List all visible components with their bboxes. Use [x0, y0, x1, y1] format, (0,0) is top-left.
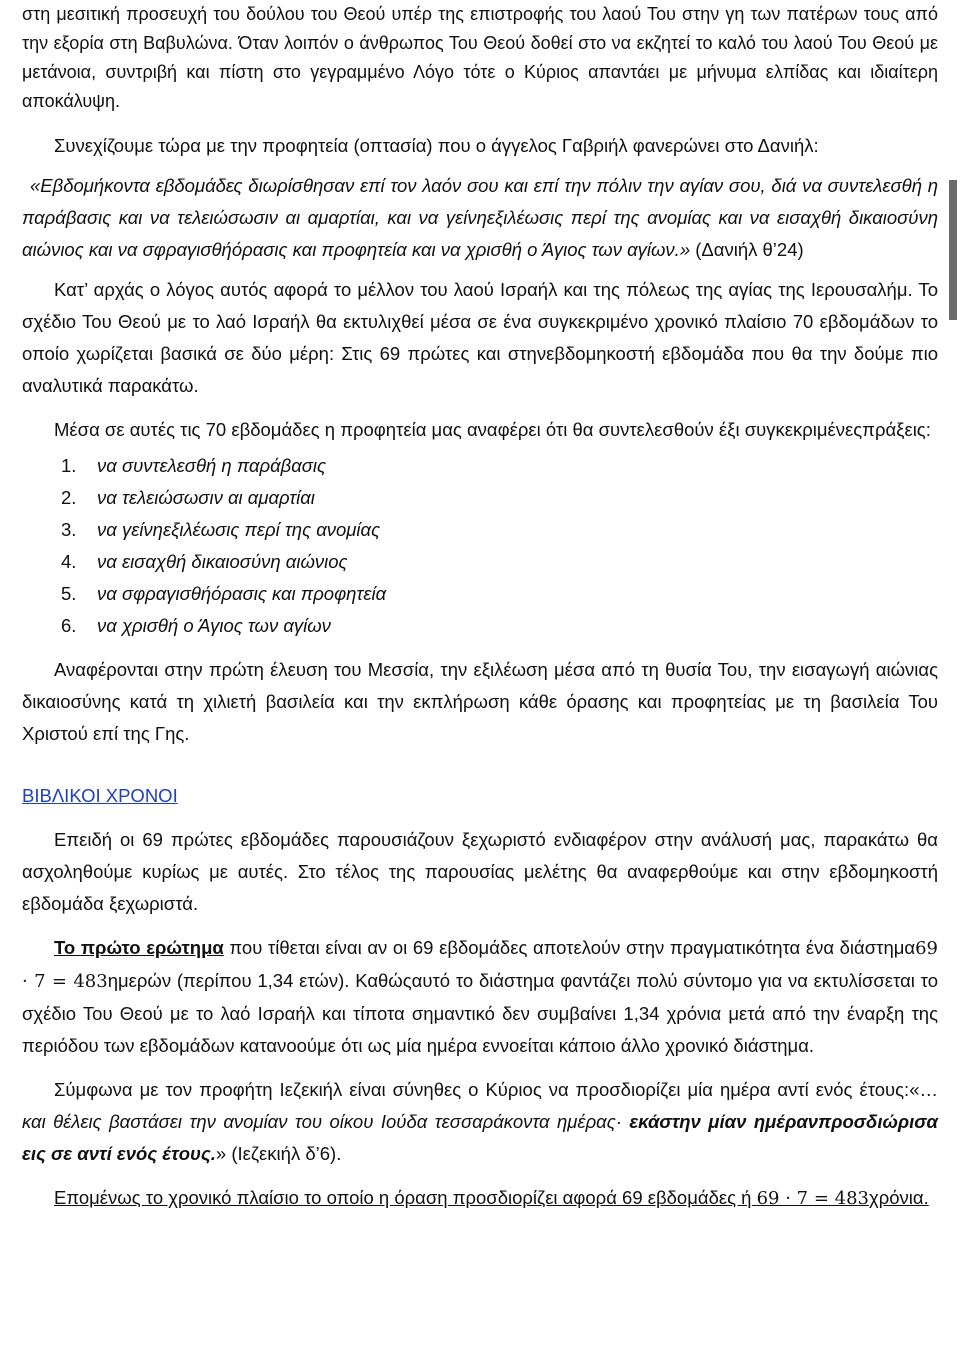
list-item: 2. να τελειώσωσιν αι αμαρτίαι	[61, 487, 315, 508]
first-question-lead: Το πρώτο ερώτημα	[54, 937, 224, 958]
first-69-paragraph: Επειδή οι 69 πρώτες εβδομάδες παρουσιάζουν ξεχωριστό ενδιαφέρον στην ανάλυσή μας, παρακάτω θα ασχοληθούμε κυρίως με αυτές. Στο τέλος της παρουσίας μελέτης θα αναφερθούμε και στην εβδομηκοστή εβδομάδα ξεχωριστά.	[22, 829, 938, 914]
list-item: 1. να συντελεσθή η παράβασις	[61, 455, 327, 476]
list-item: 5. να σφραγισθήόρασις και προφητεία	[61, 583, 387, 604]
quote-text: «Εβδομήκοντα εβδομάδες διωρίσθησαν επί τον λαόν σου και επί την πόλιν την αγίαν σου, διά να συντελεσθή η παράβασις και να τελειώσωσιν αι αμαρτίαι, και να γείνηεξιλέωσις περί της ανομίας και να εισαχθή δικαιοσύνη αιώνιος και να σφραγισθήόρασις και προφητεία και να χρισθή ο Άγιος των αγίων.»	[22, 175, 938, 260]
list-item: 6. να χρισθή ο Άγιος των αγίων	[61, 615, 331, 636]
six-acts-list	[22, 450, 938, 642]
list-item: 3. να γείνηεξιλέωσις περί της ανομίας	[61, 519, 381, 540]
conclusion-paragraph: Επομένως το χρονικό πλαίσιο το οποίο η όραση προσδιορίζει αφορά 69 εβδομάδες ή 69 · 7 = 483χρόνια.	[54, 1187, 929, 1209]
six-acts-paragraph: Μέσα σε αυτές τις 70 εβδομάδες η προφητεία μας αναφέρει ότι θα συντελεσθούν έξι συγκεκριμένεςπράξεις:	[54, 419, 931, 440]
ezekiel-paragraph: Σύμφωνα με τον προφήτη Ιεζεκιήλ είναι σύνηθες ο Κύριος να προσδιορίζει μία ημέρα αντί ενός έτους:«… και θέλεις βαστάσει την ανομίαν του οίκου Ιούδα τεσσαράκοντα ημέρας· εκάστην μίαν ημέρανπροσδιώρισα εις σε αντί ενός έτους.» (Ιεζεκιήλ δ’6).	[22, 1079, 938, 1164]
list-item: 4. να εισαχθή δικαιοσύνη αιώνιος	[61, 551, 348, 572]
math-expression: 69 · 7 = 483	[756, 1188, 870, 1209]
math-expression: 69 · 7 = 483	[22, 938, 939, 992]
first-question-paragraph: Το πρώτο ερώτημα που τίθεται είναι αν οι 69 εβδομάδες αποτελούν στην πραγματικότητα ένα διάστημα69 · 7 = 483ημερών (περίπου 1,34 ετών). Καθώςαυτό το διάστημα φαντάζει πολύ σύντομο για να εκτυλίσσεται το σχέδιο Του Θεού με το λαό Ισραήλ και τίποτα σημαντικό δεν συμβαίνει 1,34 χρόνια μετά από την έναρξη της περιόδου των εβδομάδων κατανοούμε ότι ως μία ημέρα εννοείται κάποιο άλλο χρονικό διάστημα.	[22, 937, 939, 1056]
margin-bar	[949, 180, 957, 320]
prophecy-intro: Συνεχίζουμε τώρα με την προφητεία (οπτασία) που ο άγγελος Γαβριήλ φανερώνει στο Δανιήλ:	[54, 135, 819, 156]
intro-paragraph: στη μεσιτική προσευχή του δούλου του Θεού υπέρ της επιστροφής του λαού Του στην γη των πατέρων τους από την εξορία στη Βαβυλώνα. Όταν λοιπόν ο άνθρωπος Του Θεού δοθεί στο να εκζητεί το καλό του λαού Του Θεού με μετάνοια, συντριβή και πίστη στο γεγραμμένο Λόγο τότε ο Κύριος απαντάει με μήνυμα ελπίδας και ιδιαίτερη αποκάλυψη.	[22, 4, 938, 111]
section-heading: ΒΙΒΛΙΚΟΙ ΧΡΟΝΟΙ	[22, 785, 178, 806]
israel-paragraph: Κατ’ αρχάς ο λόγος αυτός αφορά το μέλλον του λαού Ισραήλ και της πόλεως της αγίας της Ιερουσαλήμ. Το σχέδιο Του Θεού με το λαό Ισραήλ θα εκτυλιχθεί μέσα σε ένα συγκεκριμένο χρονικό πλαίσιο 70 εβδομάδων το οποίο χωρίζεται βασικά σε δύο μέρη: Στις 69 πρώτες και στηνεβδομηκοστή εβδομάδα που θα την δούμε πιο αναλυτικά παρακάτω.	[22, 279, 938, 396]
refer-paragraph: Αναφέρονται στην πρώτη έλευση του Μεσσία, την εξιλέωση μέσα από τη θυσία Του, την εισαγωγή αιώνιας δικαιοσύνης κατά τη χιλιετή βασιλεία και την εκπλήρωση κάθε όρασης και προφητείας με τη βασιλεία Του Χριστού επί της Γης.	[22, 659, 938, 744]
quote-reference: (Δανιήλ θ’24)	[690, 239, 804, 260]
ezekiel-bold-quote: εκάστην μίαν ημέρανπροσδιώρισα εις σε αντί ενός έτους.	[22, 1111, 938, 1164]
scripture-quote	[22, 170, 938, 266]
